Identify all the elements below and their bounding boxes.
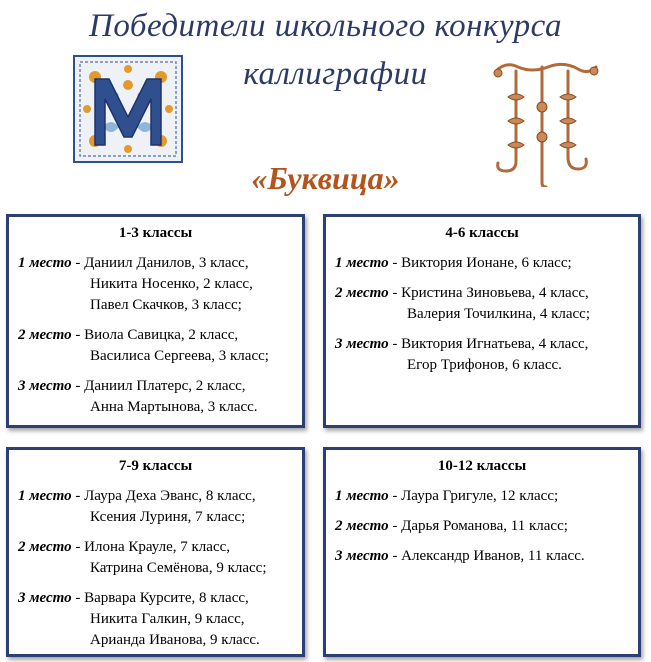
winner-name: Александр Иванов, 11 класс.: [401, 548, 585, 564]
place-entry: [335, 546, 638, 567]
winner-name: Лаура Деха Эванс, 8 класс,: [84, 488, 256, 504]
winner-name: Валерия Точилкина, 4 класс;: [407, 306, 590, 322]
winner-name: Даниил Платерс, 2 класс,: [84, 378, 246, 394]
winner-line: [335, 334, 638, 355]
category-card-10-12: [323, 447, 641, 657]
place-label: 2 место: [18, 327, 72, 343]
place-label: 1 место: [18, 488, 72, 504]
place-separator: -: [388, 518, 402, 534]
place-separator: -: [71, 539, 85, 555]
place-separator: -: [71, 590, 85, 606]
winner-name: Никита Галкин, 9 класс,: [90, 611, 245, 627]
place-entry: [335, 253, 638, 274]
winner-line: [18, 397, 302, 418]
winner-line: [335, 516, 638, 537]
winner-name: Лаура Григуле, 12 класс;: [401, 488, 559, 504]
place-entry: [18, 376, 302, 418]
place-label: 3 место: [335, 336, 389, 352]
place-entry: [18, 253, 302, 316]
place-separator: -: [71, 255, 85, 271]
winner-line: [18, 325, 302, 346]
winner-line: [18, 630, 302, 651]
winner-name: Даниил Данилов, 3 класс,: [84, 255, 249, 271]
winner-name: Василиса Сергеева, 3 класс;: [90, 348, 269, 364]
place-separator: -: [388, 285, 402, 301]
place-entry: [335, 283, 638, 325]
place-separator: -: [71, 488, 85, 504]
winner-name: Никита Носенко, 2 класс,: [90, 276, 253, 292]
ornamental-letter-m-icon: [73, 55, 183, 163]
winner-name: Кристина Зиновьева, 4 класс,: [401, 285, 589, 301]
winner-name: Виктория Ионане, 6 класс;: [401, 255, 572, 271]
card-title: 1-3 классы: [118, 225, 193, 241]
winner-name: Катрина Семёнова, 9 класс;: [90, 560, 267, 576]
winner-line: [18, 537, 302, 558]
winner-line: [335, 546, 638, 567]
winner-name: Дарья Романова, 11 класс;: [401, 518, 568, 534]
place-separator: -: [71, 378, 85, 394]
winner-name: Виола Савицка, 2 класс,: [84, 327, 239, 343]
place-entry: [335, 334, 638, 376]
winner-name: Илона Крауле, 7 класс,: [84, 539, 231, 555]
winner-line: [335, 283, 638, 304]
place-label: 3 место: [18, 378, 72, 394]
contest-subtitle: «Буквица»: [251, 160, 400, 196]
place-label: 3 место: [335, 548, 389, 564]
winner-line: [18, 486, 302, 507]
page-title-line-1: Победители школьного конкурса: [89, 8, 562, 44]
winner-name: Егор Трифонов, 6 класс.: [407, 357, 562, 373]
category-card-1-3: [6, 214, 305, 428]
winner-name: Анна Мартынова, 3 класс.: [90, 399, 258, 415]
place-label: 2 место: [18, 539, 72, 555]
card-title: 4-6 классы: [445, 225, 519, 241]
winner-line: [18, 253, 302, 274]
category-card-4-6: [323, 214, 641, 428]
place-entry: [335, 486, 638, 507]
winner-line: [335, 253, 638, 274]
winner-line: [18, 295, 302, 316]
winner-line: [335, 304, 638, 325]
winner-line: [18, 609, 302, 630]
place-label: 1 место: [18, 255, 72, 271]
place-separator: -: [388, 255, 402, 271]
winner-line: [18, 376, 302, 397]
place-label: 2 место: [335, 285, 389, 301]
place-entry: [18, 486, 302, 528]
place-separator: -: [388, 488, 402, 504]
place-label: 1 место: [335, 255, 389, 271]
page-title-line-2: каллиграфии: [243, 56, 428, 92]
place-separator: -: [388, 336, 402, 352]
winner-line: [18, 274, 302, 295]
winner-name: Павел Скачков, 3 класс;: [90, 297, 242, 313]
winner-line: [18, 588, 302, 609]
card-title: 10-12 классы: [437, 458, 527, 474]
category-card-7-9: [6, 447, 305, 657]
place-separator: -: [388, 548, 402, 564]
place-label: 3 место: [18, 590, 72, 606]
winner-line: [18, 558, 302, 579]
card-title: 7-9 классы: [118, 458, 193, 474]
place-entry: [18, 325, 302, 367]
winner-line: [18, 507, 302, 528]
winner-line: [335, 486, 638, 507]
place-label: 1 место: [335, 488, 389, 504]
winner-name: Варвара Курсите, 8 класс,: [84, 590, 249, 606]
place-entry: [18, 537, 302, 579]
winner-line: [335, 355, 638, 376]
place-entry: [335, 516, 638, 537]
place-separator: -: [71, 327, 85, 343]
winner-name: Виктория Игнатьева, 4 класс,: [401, 336, 589, 352]
winner-name: Ксения Луриня, 7 класс;: [90, 509, 246, 525]
place-entry: [18, 588, 302, 651]
winner-name: Арианда Иванова, 9 класс.: [90, 632, 260, 648]
winner-line: [18, 346, 302, 367]
place-label: 2 место: [335, 518, 389, 534]
